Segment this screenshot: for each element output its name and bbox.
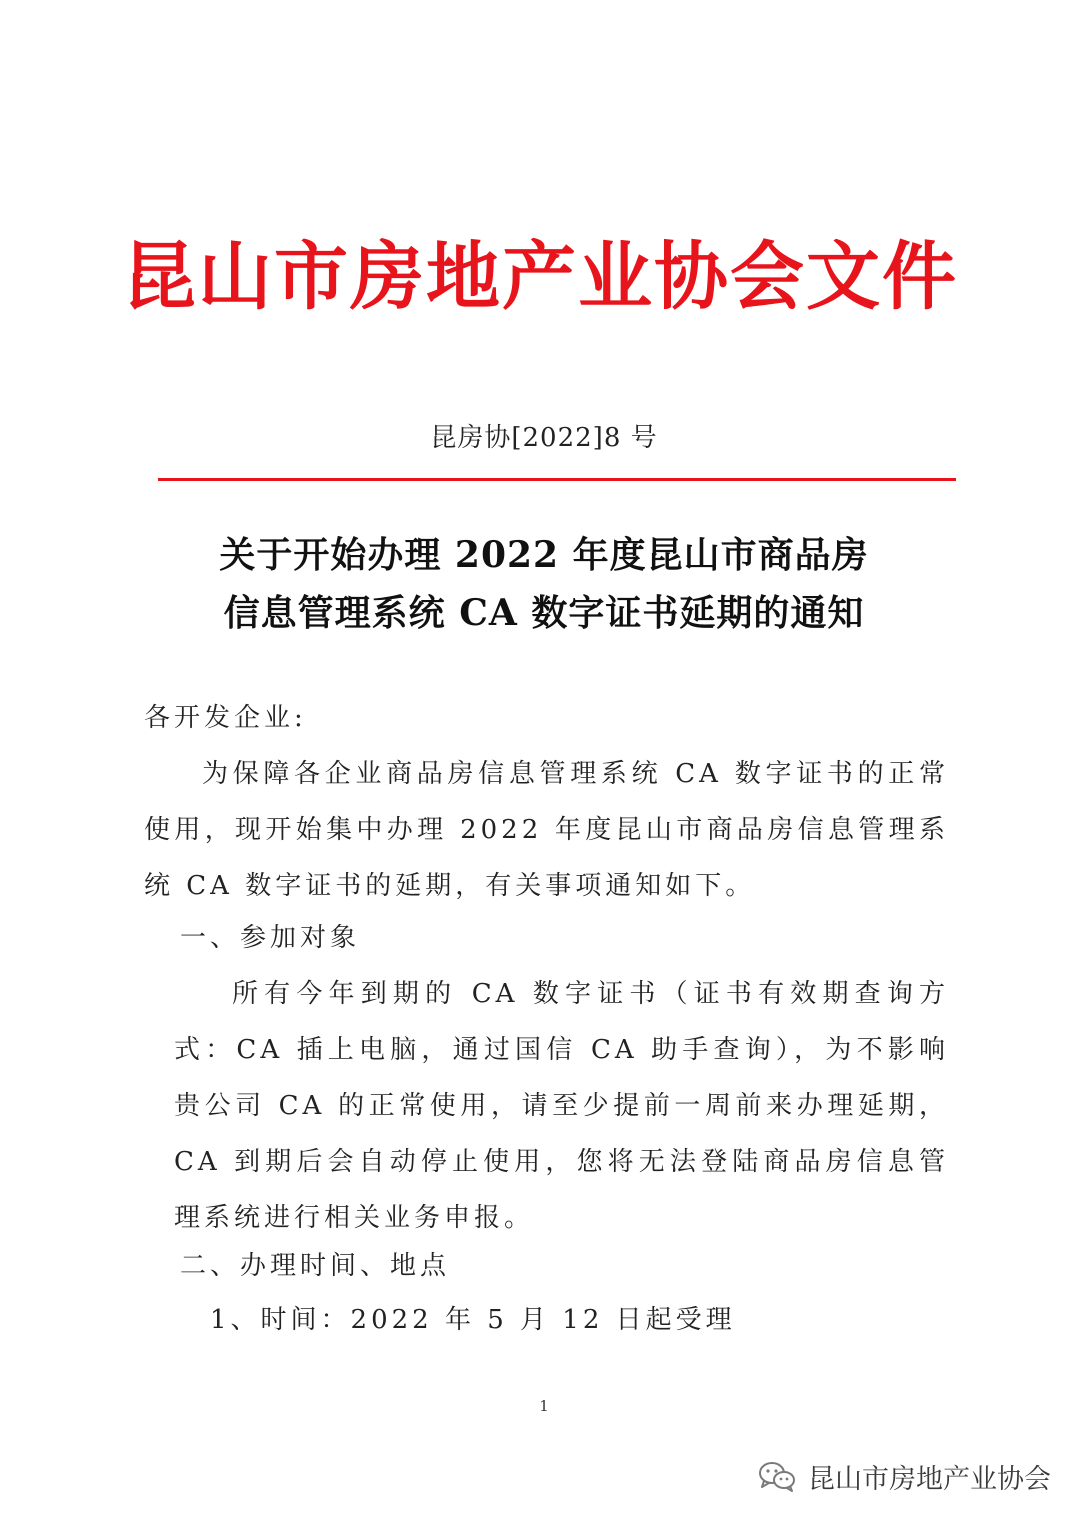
watermark-text: 昆山市房地产业协会	[808, 1463, 1051, 1495]
section-2-heading: 二、办理时间、地点	[180, 1251, 451, 1281]
intro-paragraph: 为保障各企业商品房信息管理系统 CA 数字证书的正常使用，现开始集中办理 2022 年度昆山市商品房信息管理系统 CA 数字证书的延期，有关事项通知如下。	[144, 759, 949, 901]
notice-title	[0, 526, 1080, 642]
document-number: 昆房协[2022]8 号	[430, 423, 658, 453]
salutation: 各开发企业:	[144, 703, 307, 733]
section-2-item-1: 1、时间：2022 年 5 月 12 日起受理	[210, 1305, 736, 1335]
red-divider-line	[158, 478, 956, 481]
wechat-icon	[758, 1460, 796, 1492]
section-1-paragraph: 所有今年到期的 CA 数字证书（证书有效期查询方式：CA 插上电脑，通过国信 CA 助手查询），为不影响贵公司 CA 的正常使用，请至少提前一周前来办理延期，CA 到期后会自动停止使用，您将无法登陆商品房信息管理系统进行相关业务申报。	[174, 979, 949, 1233]
page-number: 1	[539, 1397, 549, 1415]
notice-title-line-2: 信息管理系统 CA 数字证书延期的通知	[223, 592, 865, 634]
section-1-heading: 一、参加对象	[180, 923, 361, 953]
notice-title-line-1: 关于开始办理 2022 年度昆山市商品房	[219, 534, 869, 576]
wechat-watermark	[758, 1448, 1051, 1504]
org-header-title: 昆山市房地产业协会文件	[122, 234, 958, 320]
